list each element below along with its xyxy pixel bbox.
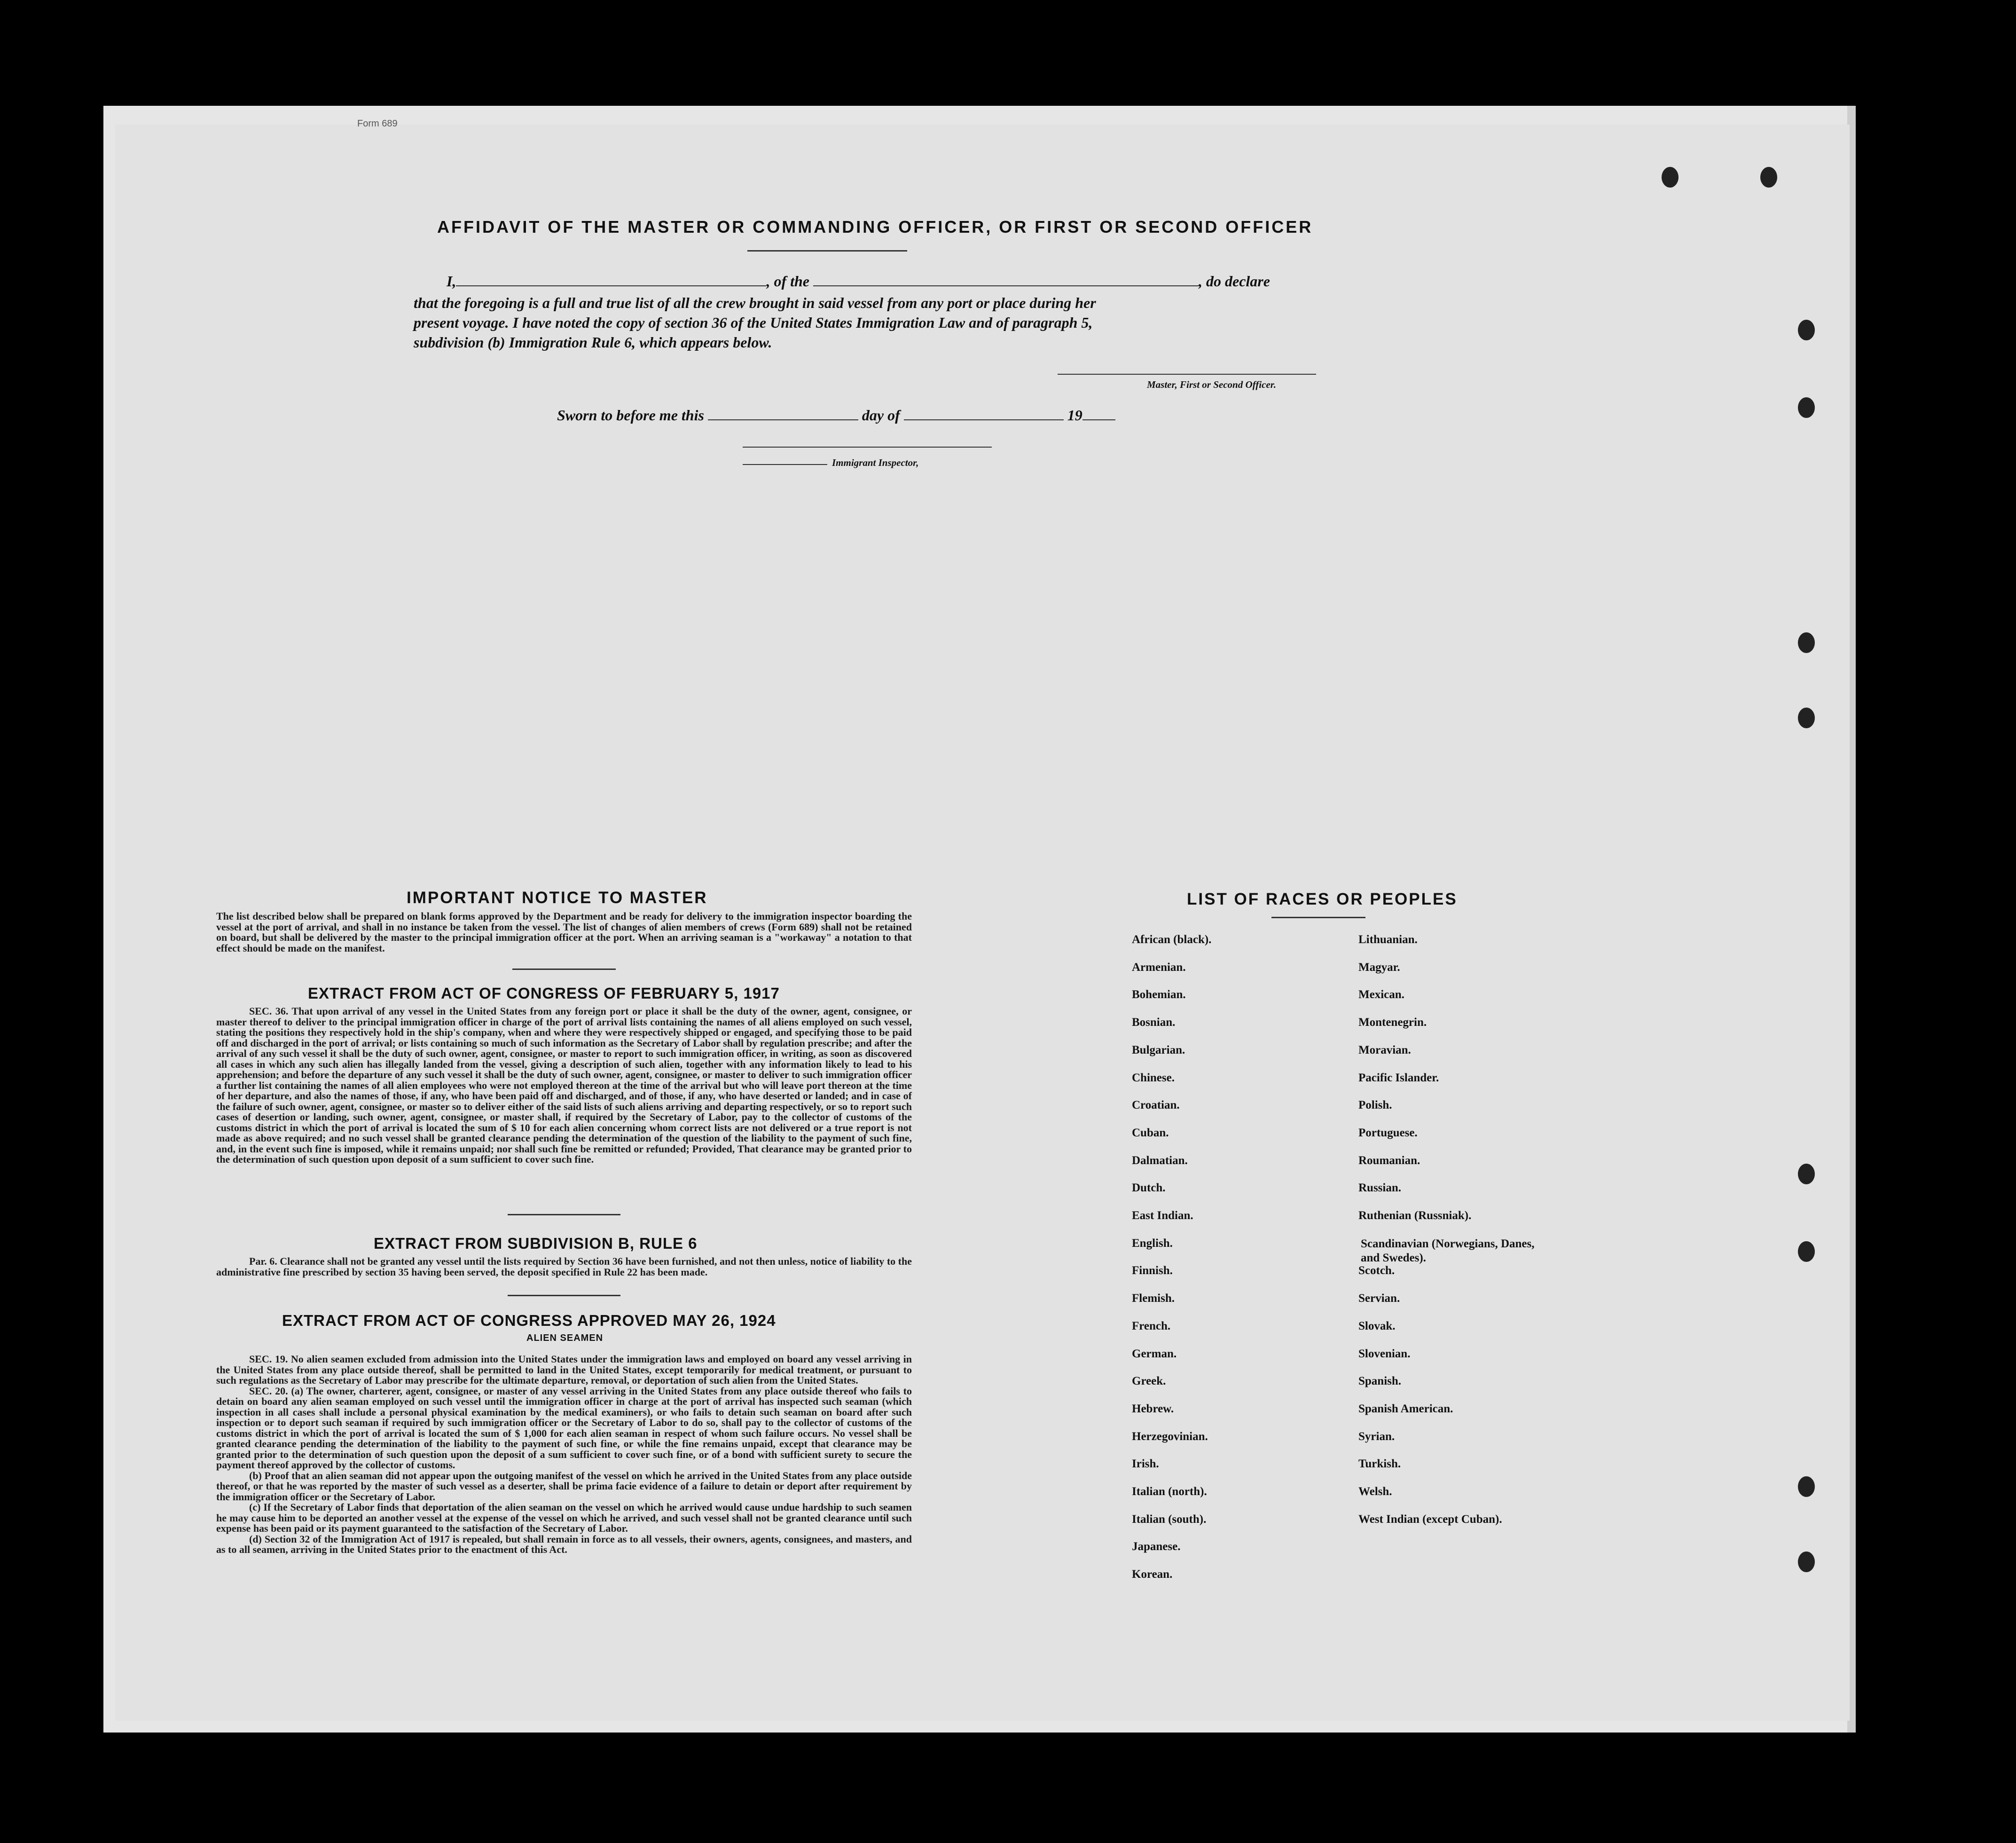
race-list-item: Greek. — [1132, 1375, 1166, 1388]
sworn-month-field[interactable] — [904, 419, 1064, 420]
affidavit-body-line1: that the foregoing is a full and true list of all the crew brought in said vessel from any port or place during her — [414, 294, 1096, 311]
affidavit-title: AFFIDAVIT OF THE MASTER OR COMMANDING OFFICER, OR FIRST OR SECOND OFFICER — [437, 217, 1313, 236]
race-list-item: Scotch. — [1358, 1264, 1395, 1277]
race-list-item: Slovak. — [1358, 1319, 1396, 1332]
race-list-item: Irish. — [1132, 1457, 1159, 1471]
inspector-dash — [743, 464, 827, 465]
sworn-label: Sworn to before me this — [557, 407, 704, 424]
binder-hole-icon — [1760, 167, 1777, 188]
binder-hole-icon — [1798, 1476, 1815, 1497]
sec20d-text: (d) Section 32 of the Immigration Act of 1917 is repealed, but shall remain in force as to all vessels, their owners, agents, consignees, and masters, and as to all seamen, arriving in the United States prior to the enactment of this Act. — [216, 1533, 912, 1555]
sec20b-text: (b) Proof that an alien seaman did not appear upon the outgoing manifest of the vessel on which he arrived in the United States from any place outside thereof, or that he was reported by the master of such vessel as a deserter, shall be prima facie evidence of a failure to detain or deport after requirement by the immigration officer or the Secretary of Labor. — [216, 1469, 912, 1503]
races-title-rule — [1271, 917, 1365, 918]
race-list-item: English. — [1132, 1237, 1173, 1250]
extract-1917-title: EXTRACT FROM ACT OF CONGRESS OF FEBRUARY 5, 1917 — [308, 985, 780, 1002]
race-list-item: Portuguese. — [1358, 1126, 1418, 1139]
race-list-item: Finnish. — [1132, 1264, 1173, 1277]
race-list-item: Syrian. — [1358, 1430, 1395, 1443]
notice-title: IMPORTANT NOTICE TO MASTER — [407, 889, 708, 907]
race-list-item: Bulgarian. — [1132, 1043, 1185, 1056]
race-list-item: East Indian. — [1132, 1209, 1193, 1222]
binder-hole-icon — [1798, 1164, 1815, 1184]
section-rule — [508, 1214, 620, 1215]
section-rule — [508, 1295, 620, 1296]
extract-1924-subtitle: ALIEN SEAMEN — [526, 1333, 604, 1343]
year-label: 19 — [1067, 407, 1083, 424]
day-of-label: day of — [862, 407, 900, 424]
title-rule — [747, 250, 907, 252]
inspector-label: Immigrant Inspector, — [832, 457, 919, 468]
race-list-item: Japanese. — [1132, 1540, 1181, 1553]
race-list-item: African (black). — [1132, 933, 1212, 946]
sec19-text: SEC. 19. No alien seamen excluded from admission into the United States under the immigration laws and employed on board any vessel arriving in the United States from any place outside thereof, shall be permitted to land in the United States, except temporarily for medical treatment, or pursuant to such regulations as the Secretary of Labor may prescribe for the ultimate departure, removal, or deportation of such alien from the United States. — [216, 1353, 912, 1386]
race-list-item: Italian (north). — [1132, 1485, 1207, 1498]
race-list-item: Ruthenian (Russniak). — [1358, 1209, 1472, 1222]
binder-hole-icon — [1798, 320, 1815, 340]
race-list-item: Servian. — [1358, 1292, 1400, 1305]
race-list-item: Bosnian. — [1132, 1016, 1176, 1029]
binder-hole-icon — [1798, 632, 1815, 653]
binder-hole-icon — [1798, 708, 1815, 728]
sworn-day-field[interactable] — [708, 419, 858, 420]
sec20c-text: (c) If the Secretary of Labor finds that deportation of the alien seaman on the vessel on which he arrived would cause undue hardship to such seamen he may cause him to be deported an another vessel at the expense of the vessel on which he arrived, and such vessel shall not be granted clearance until such expense has been paid or its payment guaranteed to the satisfaction of the Secretary of Labor. — [216, 1501, 912, 1534]
extract-1924-title: EXTRACT FROM ACT OF CONGRESS APPROVED MAY 26, 1924 — [282, 1312, 776, 1329]
race-list-item: Herzegovinian. — [1132, 1430, 1208, 1443]
section-rule — [512, 969, 616, 970]
affidavit-body-line3: subdivision (b) Immigration Rule 6, which appears below. — [414, 334, 772, 351]
sworn-line — [557, 407, 1115, 424]
race-list-item: Bohemian. — [1132, 988, 1186, 1001]
race-list-item: Scandinavian (Norwegians, Danes, and Swedes). — [1361, 1237, 1535, 1264]
extract-1924-body — [216, 1354, 912, 1555]
rule6-title: EXTRACT FROM SUBDIVISION B, RULE 6 — [374, 1235, 698, 1252]
affidavit-declaration-line — [447, 273, 1270, 290]
race-list-item: Italian (south). — [1132, 1512, 1207, 1526]
inspector-signature-field[interactable] — [743, 447, 992, 448]
signature-label: Master, First or Second Officer. — [1147, 379, 1276, 390]
race-list-item: Mexican. — [1358, 988, 1404, 1001]
race-list-item: Hebrew. — [1132, 1402, 1174, 1415]
race-list-item: Roumanian. — [1358, 1154, 1420, 1167]
race-list-item: Welsh. — [1358, 1485, 1392, 1498]
race-list-item: Cuban. — [1132, 1126, 1169, 1139]
races-title: LIST OF RACES OR PEOPLES — [1187, 890, 1458, 908]
sec20a-text: SEC. 20. (a) The owner, charterer, agent, consignee, or master of any vessel arriving in the United States from any place outside thereof who fails to detain on board any alien seaman employed on such vessel until the immigration officer in charge at the port of arrival has inspected such seaman (which inspection in all cases shall include a personal physical examination by the medical examiners), or who fails to detain such seaman on board after such inspection or to deport such seaman if required by such immigration officer or the Secretary of Labor to do so, shall pay to the collector of customs of the customs district in which the port of arrival is located the sum of $ 1,000 for each alien seaman in respect of whom such failure occurs. No vessel shall be granted clearance pending the determination of the liability to the payment of such fine, or while the fine remains unpaid, except that clearance may be granted prior to the determination of such question upon the deposit of a sum sufficient to cover such fine, or of a bond with sufficient surety to secure the payment thereof approved by the collector of customs. — [216, 1385, 912, 1471]
race-list-item: West Indian (except Cuban). — [1358, 1512, 1502, 1526]
race-list-item: Montenegrin. — [1358, 1016, 1427, 1029]
race-list-item: Croatian. — [1132, 1099, 1180, 1112]
binder-hole-icon — [1798, 1552, 1815, 1572]
race-list-item: Dalmatian. — [1132, 1154, 1188, 1167]
notice-text: The list described below shall be prepared on blank forms approved by the Department and be ready for delivery to the immigration inspector boarding the vessel at the port of arrival, and shall in no instance be taken from the vessel. The list of changes of alien members of crews (Form 689) shall not be retained on board, but shall be delivered by the master to the principal immigration officer at the port. When an arriving seaman is a "workaway" a notation to that effect should be made on the manifest. — [216, 910, 912, 954]
do-declare-label: , do declare — [1199, 273, 1270, 290]
race-list-item: Magyar. — [1358, 961, 1400, 974]
race-list-item: Dutch. — [1132, 1181, 1166, 1195]
race-list-item: Spanish. — [1358, 1375, 1402, 1388]
race-list-item: Russian. — [1358, 1181, 1402, 1195]
race-list-item: Armenian. — [1132, 961, 1186, 974]
sworn-year-field[interactable] — [1083, 419, 1115, 420]
race-list-item: Turkish. — [1358, 1457, 1401, 1471]
race-list-item: Pacific Islander. — [1358, 1071, 1439, 1084]
race-list-item: Lithuanian. — [1358, 933, 1418, 946]
race-list-item: Moravian. — [1358, 1043, 1411, 1056]
race-list-item: Slovenian. — [1358, 1347, 1411, 1360]
vessel-field[interactable] — [813, 285, 1199, 286]
extract-1917-text: SEC. 36. That upon arrival of any vessel in the United States from any foreign port or place it shall be the duty of the owner, agent, consignee, or master thereof to deliver to the principal immigration officer in charge of the port of arrival lists containing the names of all aliens employed on such vessel, stating the positions they respectively hold in the ship's company, when and where they were respectively shipped or engaged, and specifying those to be paid off and discharged in the port of arrival; or lists containing so much of such information as the Secretary of Labor shall by regulation prescribe; and after the arrival of any such vessel it shall be the duty of such owner, agent, consignee, or master to report to such immigration officer, in writing, as soon as discovered all cases in which any such alien has illegally landed from the vessel, giving a description of such alien, together with any information likely to lead to his apprehension; and before the departure of any such vessel it shall be the duty of such owner, agent, consignee, or master to deliver to such immigration officer a further list containing the names of all alien employees who were not employed thereon at the time of the arrival but who will leave port thereon at the time of her departure, and also the names of those, if any, who have been paid off and discharged, and of those, if any, who have deserted or landed; and in case of the failure of such owner, agent, consignee, or master so to deliver either of the said lists of such aliens arriving and departing respectively, or so to report such cases of desertion or landing, such owner, agent, consignee, or master shall, if required by the Secretary of Labor, pay to the collector of customs of the customs district in which the port of arrival is located the sum of $ 10 for each alien concerning whom correct lists are not delivered or a true report is not made as above required; and no such vessel shall be granted clearance pending the determination of the question of the liability to the payment of such fine, and, in the event such fine is imposed, while it remains unpaid; nor shall such fine be remitted or refunded; Provided, That clearance may be granted prior to the determination of such question upon deposit of a sum sufficient to cover such fine. — [216, 1005, 912, 1165]
signature-field[interactable] — [1058, 374, 1316, 375]
race-list-item: Korean. — [1132, 1568, 1173, 1581]
binder-hole-icon — [1798, 397, 1815, 418]
binder-hole-icon — [1662, 167, 1679, 188]
name-field[interactable] — [456, 285, 766, 286]
race-list-item: French. — [1132, 1319, 1171, 1332]
race-list-item: Chinese. — [1132, 1071, 1175, 1084]
binder-hole-icon — [1798, 1241, 1815, 1262]
of-the-label: , of the — [766, 273, 809, 290]
race-list-item: German. — [1132, 1347, 1177, 1360]
race-list-item: Polish. — [1358, 1099, 1392, 1112]
i-label: I, — [447, 273, 456, 290]
race-list-item: Spanish American. — [1358, 1402, 1453, 1415]
affidavit-body-line2: present voyage. I have noted the copy of section 36 of the United States Immigration Law and of paragraph 5, — [414, 314, 1093, 331]
form-number: Form 689 — [357, 118, 398, 129]
race-list-item: Flemish. — [1132, 1292, 1175, 1305]
rule6-text: Par. 6. Clearance shall not be granted any vessel until the lists required by Section 36 have been furnished, and not then unless, notice of liability to the administrative fine prescribed by section 35 having been served, the deposit specified in Rule 22 has been made. — [216, 1255, 912, 1278]
